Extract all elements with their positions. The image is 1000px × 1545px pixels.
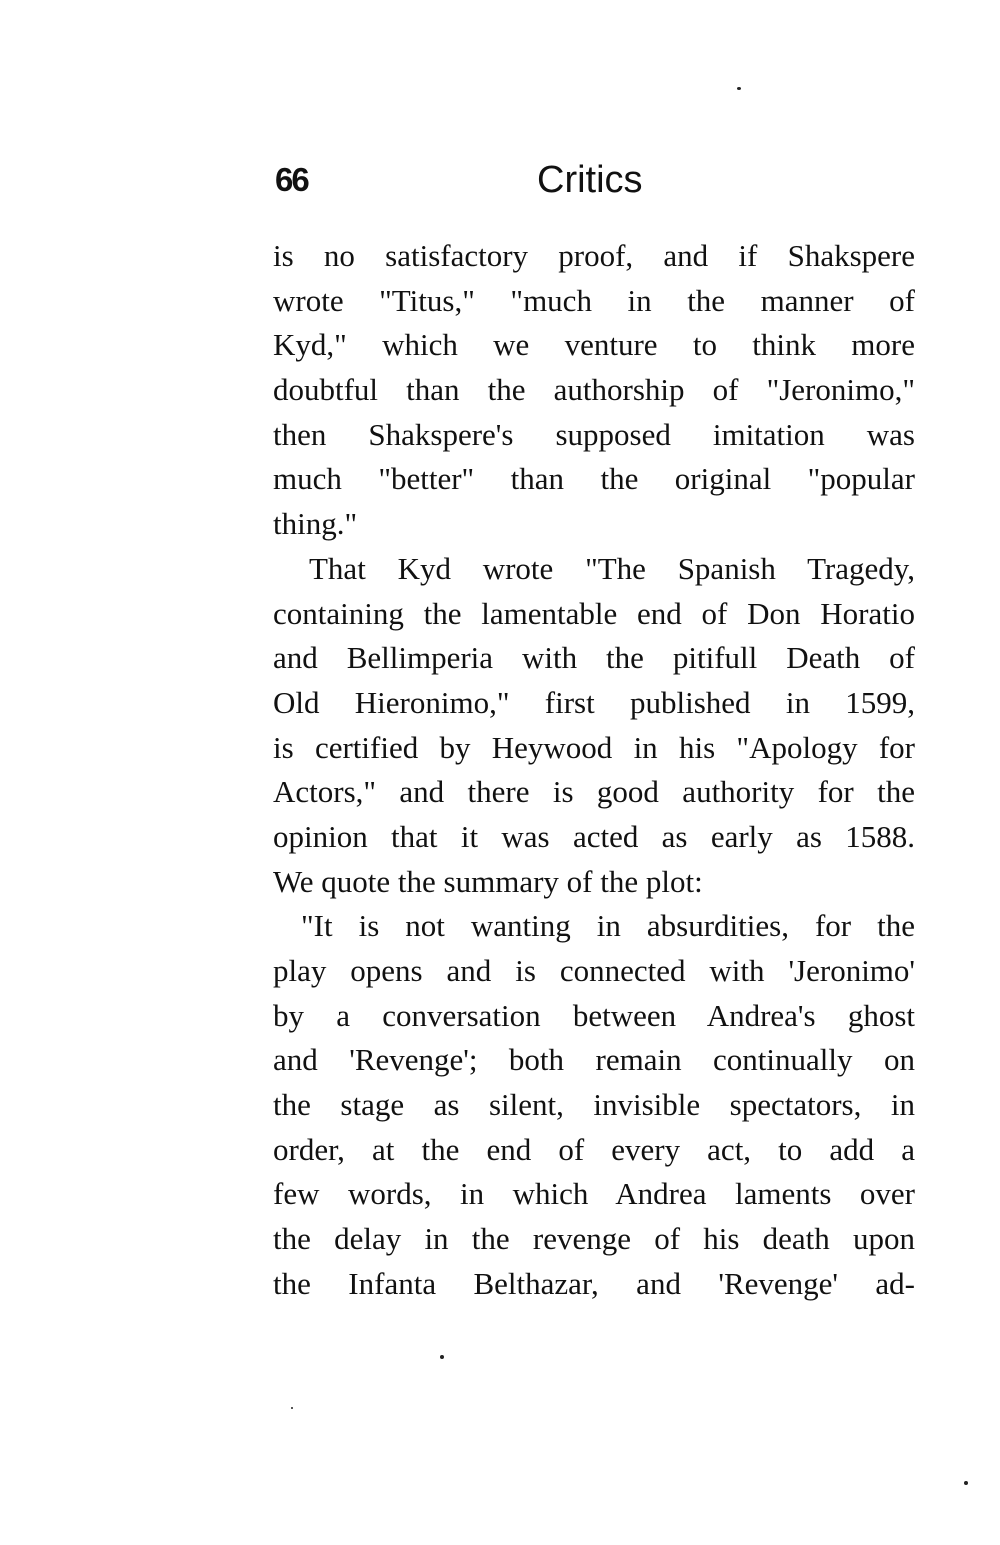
scan-speck xyxy=(291,1407,293,1409)
running-title: Critics xyxy=(537,159,643,201)
text-line: much "better" than the original "popular xyxy=(273,461,915,497)
scan-speck xyxy=(964,1481,968,1485)
text-line: the stage as silent, invisible spectators, in xyxy=(273,1087,915,1123)
text-line: wrote "Titus," "much in the manner of xyxy=(273,282,915,318)
text-line: That Kyd wrote "The Spanish Tragedy, xyxy=(309,550,915,586)
body-text xyxy=(273,234,915,1307)
text-line: opinion that it was acted as early as 1588. xyxy=(273,818,915,854)
text-line: and 'Revenge'; both remain continually on xyxy=(273,1042,915,1078)
text-line: few words, in which Andrea laments over xyxy=(273,1176,915,1212)
text-line: by a conversation between Andrea's ghost xyxy=(273,997,915,1033)
text-line: play opens and is connected with 'Jeronimo' xyxy=(273,953,915,988)
text-line: "It is not wanting in absurdities, for the xyxy=(301,908,915,944)
text-line: is no satisfactory proof, and if Shakspere xyxy=(273,238,915,273)
scan-speck xyxy=(737,87,741,90)
text-line: thing." xyxy=(273,506,358,542)
text-line: containing the lamentable end of Don Horatio xyxy=(273,595,915,631)
text-line: doubtful than the authorship of "Jeronimo," xyxy=(273,372,915,408)
text-line: the delay in the revenge of his death upon xyxy=(273,1221,915,1257)
text-line: order, at the end of every act, to add a xyxy=(273,1131,915,1167)
text-line: is certified by Heywood in his "Apology for xyxy=(273,729,915,765)
running-head xyxy=(275,160,915,204)
text-line: Kyd," which we venture to think more xyxy=(273,327,915,363)
text-line: and Bellimperia with the pitifull Death of xyxy=(273,640,915,676)
page-number: 66 xyxy=(275,161,308,198)
text-line: We quote the summary of the plot: xyxy=(273,863,703,899)
scan-speck xyxy=(440,1355,444,1359)
text-line: the Infanta Belthazar, and 'Revenge' ad- xyxy=(273,1265,915,1301)
text-line: then Shakspere's supposed imitation was xyxy=(273,416,915,452)
text-line: Old Hieronimo," first published in 1599, xyxy=(273,684,915,720)
text-line: Actors," and there is good authority for the xyxy=(273,774,915,810)
